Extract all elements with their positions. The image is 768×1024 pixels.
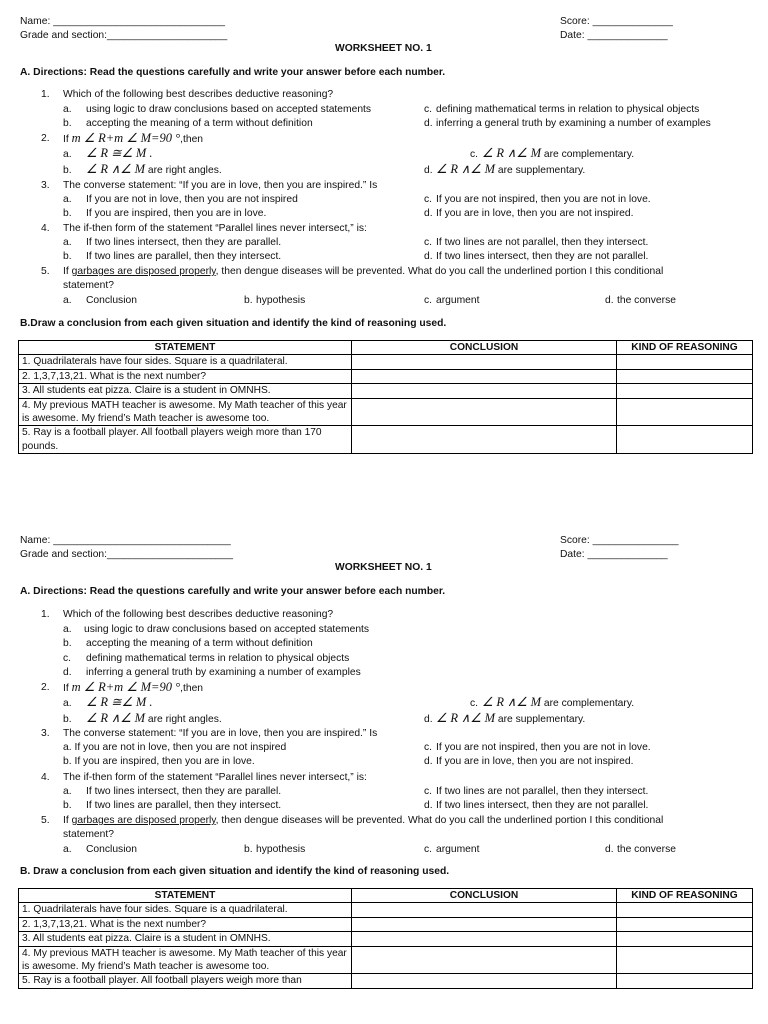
reasoning-cell[interactable] <box>617 398 753 426</box>
q4-option-b: If two lines are parallel, then they intersect. <box>86 251 282 262</box>
option-letter: c. <box>424 237 433 248</box>
question-4-text: The if-then form of the statement “Parallel lines never intersect,” is: <box>63 772 367 783</box>
q4-option-a: If two lines intersect, then they are parallel. <box>86 786 282 797</box>
question-5-line2: statement? <box>63 280 114 291</box>
q1-option-b: accepting the meaning of a term without definition <box>86 638 313 649</box>
q5-underlined-hypothesis: garbages are disposed properly <box>71 815 216 826</box>
q4-option-b: If two lines are parallel, then they intersect. <box>86 800 282 811</box>
worksheet-title: WORKSHEET NO. 1 <box>335 43 432 54</box>
reasoning-table <box>18 888 753 989</box>
q3-option-d: If you are in love, then you are not inspired. <box>436 756 634 767</box>
name-field-label[interactable]: Name: ______________________________ <box>20 16 225 27</box>
question-1-text: Which of the following best describes deductive reasoning? <box>63 89 334 100</box>
date-field-label[interactable]: Date: ______________ <box>560 30 668 41</box>
q5-option-d: the converse <box>617 844 676 855</box>
option-letter: b. <box>63 118 72 129</box>
q2-suffix: ,then <box>180 134 204 145</box>
table-row <box>19 398 753 426</box>
option-letter: a. <box>63 698 72 709</box>
q2-b-expression: ∠ R ∧∠ M <box>86 711 145 725</box>
option-letter: c. <box>424 742 433 753</box>
option-letter: c. <box>470 149 479 160</box>
header-conclusion: CONCLUSION <box>352 341 617 355</box>
conclusion-cell[interactable] <box>352 917 617 931</box>
question-5-line2: statement? <box>63 829 114 840</box>
grade-section-field-label[interactable]: Grade and section:______________________ <box>20 549 233 560</box>
option-letter: a. <box>63 149 72 160</box>
conclusion-cell[interactable] <box>352 932 617 946</box>
statement-cell: 1. Quadrilaterals have four sides. Square is a quadrilateral. <box>19 903 352 917</box>
q5-rest: , then dengue diseases will be prevented. What do you call the underlined portion I this conditional <box>215 266 664 277</box>
q1-option-d: inferring a general truth by examining a number of examples <box>86 667 361 678</box>
reasoning-cell[interactable] <box>617 917 753 931</box>
q1-option-a: using logic to draw conclusions based on accepted statements <box>86 104 372 115</box>
option-letter: a. <box>63 786 72 797</box>
option-letter: a. <box>63 295 72 306</box>
question-2-text <box>63 132 203 146</box>
date-field-label[interactable]: Date: ______________ <box>560 549 668 560</box>
q3-option-b: If you are inspired, then you are in love. <box>86 208 267 219</box>
option-letter: d. <box>605 295 614 306</box>
statement-cell: 3. All students eat pizza. Claire is a student in OMNHS. <box>19 384 352 398</box>
q2-c-text: are complementary. <box>543 149 635 160</box>
question-number: 5. <box>41 815 50 826</box>
option-letter: b. <box>63 756 72 767</box>
q2-b-text: are right angles. <box>147 714 222 725</box>
q4-option-d: If two lines intersect, then they are not parallel. <box>436 251 649 262</box>
name-field-label[interactable]: Name: _______________________________ <box>20 535 231 546</box>
option-letter: b. <box>63 208 72 219</box>
part-a-directions: A. Directions: Read the questions carefully and write your answer before each number. <box>20 586 446 597</box>
q2-expression: m ∠ R+m ∠ M=90 ° <box>71 131 181 145</box>
question-number: 5. <box>41 266 50 277</box>
option-letter: d. <box>424 800 433 811</box>
q5-option-c: argument <box>436 844 480 855</box>
option-letter: b. <box>63 251 72 262</box>
q2-option-c <box>482 696 634 710</box>
statement-cell: 5. Ray is a football player. All football players weigh more than 170 pounds. <box>19 426 352 454</box>
q3-option-a-text: If you are not in love, then you are not inspired <box>74 742 287 753</box>
q2-option-a: ∠ R ≅∠ M . <box>86 695 153 709</box>
q5-rest: , then dengue diseases will be prevented. What do you call the underlined portion I this conditional <box>215 815 664 826</box>
q2-option-d <box>436 163 585 177</box>
statement-cell: 4. My previous MATH teacher is awesome. My Math teacher of this year is awesome. My friend’s Math teacher is awesome too. <box>19 946 352 974</box>
question-5-text <box>63 265 663 278</box>
reasoning-cell[interactable] <box>617 932 753 946</box>
q5-option-a: Conclusion <box>86 295 137 306</box>
part-b-directions: B.Draw a conclusion from each given situation and identify the kind of reasoning used. <box>20 318 447 329</box>
question-number: 3. <box>41 180 50 191</box>
q5-lead: If <box>63 266 69 277</box>
option-letter: c. <box>424 194 433 205</box>
q5-underlined-hypothesis: garbages are disposed properly <box>71 266 216 277</box>
q2-d-expression: ∠ R ∧∠ M <box>436 162 495 176</box>
q3-option-b-text: If you are inspired, then you are in love. <box>74 756 255 767</box>
reasoning-cell[interactable] <box>617 946 753 974</box>
conclusion-cell[interactable] <box>352 974 617 988</box>
table-row <box>19 384 753 398</box>
table-row <box>19 917 753 931</box>
option-letter: b. <box>63 638 72 649</box>
conclusion-cell[interactable] <box>352 903 617 917</box>
conclusion-cell[interactable] <box>352 355 617 369</box>
option-letter: d. <box>63 667 72 678</box>
conclusion-cell[interactable] <box>352 369 617 383</box>
question-number: 2. <box>41 682 50 693</box>
q5-option-a: Conclusion <box>86 844 137 855</box>
table-row <box>19 369 753 383</box>
reasoning-table <box>18 340 753 454</box>
part-b-directions: B. Draw a conclusion from each given situation and identify the kind of reasoning used. <box>20 866 450 877</box>
question-number: 1. <box>41 89 50 100</box>
q2-expression: m ∠ R+m ∠ M=90 ° <box>71 680 181 694</box>
table-row <box>19 355 753 369</box>
q2-d-text: are supplementary. <box>497 165 586 176</box>
statement-cell: 5. Ray is a football player. All football players weigh more than <box>19 974 352 988</box>
statement-cell: 3. All students eat pizza. Claire is a student in OMNHS. <box>19 932 352 946</box>
q4-option-c: If two lines are not parallel, then they intersect. <box>436 237 649 248</box>
reasoning-cell[interactable] <box>617 355 753 369</box>
q2-d-expression: ∠ R ∧∠ M <box>436 711 495 725</box>
option-letter: d. <box>424 251 433 262</box>
q2-d-text: are supplementary. <box>497 714 586 725</box>
option-letter: c. <box>424 295 433 306</box>
q1-option-d: inferring a general truth by examining a number of examples <box>436 118 711 129</box>
option-letter: d. <box>424 165 433 176</box>
q5-lead: If <box>63 815 69 826</box>
option-letter: a. <box>63 844 72 855</box>
q1-option-a: using logic to draw conclusions based on accepted statements <box>84 624 370 635</box>
conclusion-cell[interactable] <box>352 398 617 426</box>
q2-option-c <box>482 147 634 161</box>
question-number: 4. <box>41 223 50 234</box>
grade-section-field-label[interactable]: Grade and section:_____________________ <box>20 30 228 41</box>
option-letter: a. <box>63 742 72 753</box>
score-field-label[interactable]: Score: ______________ <box>560 16 673 27</box>
conclusion-cell[interactable] <box>352 426 617 454</box>
q3-option-a: If you are not in love, then you are not inspired <box>86 194 298 205</box>
q4-option-d: If two lines intersect, then they are not parallel. <box>436 800 649 811</box>
q2-option-a: ∠ R ≅∠ M . <box>86 146 153 160</box>
statement-cell: 1. Quadrilaterals have four sides. Square is a quadrilateral. <box>19 355 352 369</box>
table-row <box>19 946 753 974</box>
q2-prefix: If <box>63 683 69 694</box>
option-letter: a. <box>63 624 72 635</box>
option-letter: c. <box>424 104 433 115</box>
option-letter: c. <box>470 698 479 709</box>
question-2-text <box>63 681 203 695</box>
q1-option-c: defining mathematical terms in relation to physical objects <box>86 653 350 664</box>
q5-option-c: argument <box>436 295 480 306</box>
reasoning-cell[interactable] <box>617 426 753 454</box>
option-letter: b. <box>244 295 253 306</box>
statement-cell: 2. 1,3,7,13,21. What is the next number? <box>19 369 352 383</box>
q5-option-b: hypothesis <box>256 844 306 855</box>
part-a-directions: A. Directions: Read the questions carefully and write your answer before each number. <box>20 67 446 78</box>
table-row <box>19 426 753 454</box>
conclusion-cell[interactable] <box>352 384 617 398</box>
option-letter: c. <box>63 653 72 664</box>
q1-option-b: accepting the meaning of a term without definition <box>86 118 313 129</box>
option-letter: d. <box>424 714 433 725</box>
option-letter: a. <box>63 104 72 115</box>
q3-option-a <box>63 741 286 754</box>
header-kind-of-reasoning: KIND OF REASONING <box>617 889 753 903</box>
q5-option-d: the converse <box>617 295 676 306</box>
q3-option-d: If you are in love, then you are not inspired. <box>436 208 634 219</box>
score-field-label[interactable]: Score: _______________ <box>560 535 679 546</box>
option-letter: d. <box>424 208 433 219</box>
option-letter: b. <box>63 800 72 811</box>
question-4-text: The if-then form of the statement “Parallel lines never intersect,” is: <box>63 223 367 234</box>
reasoning-cell[interactable] <box>617 369 753 383</box>
header-statement: STATEMENT <box>19 341 352 355</box>
option-letter: d. <box>424 118 433 129</box>
option-letter: a. <box>63 237 72 248</box>
q2-prefix: If <box>63 134 69 145</box>
q2-c-text: are complementary. <box>543 698 635 709</box>
q2-option-d <box>436 712 585 726</box>
option-letter: d. <box>605 844 614 855</box>
reasoning-cell[interactable] <box>617 384 753 398</box>
question-1-text: Which of the following best describes deductive reasoning? <box>63 609 334 620</box>
question-number: 3. <box>41 728 50 739</box>
question-5-text <box>63 814 663 827</box>
q2-c-expression: ∠ R ∧∠ M <box>482 695 541 709</box>
option-letter: c. <box>424 844 433 855</box>
q3-option-c: If you are not inspired, then you are not in love. <box>436 742 651 753</box>
q5-option-b: hypothesis <box>256 295 306 306</box>
q2-b-text: are right angles. <box>147 165 222 176</box>
option-letter: c. <box>424 786 433 797</box>
worksheet-title: WORKSHEET NO. 1 <box>335 562 432 573</box>
question-number: 4. <box>41 772 50 783</box>
question-3-text: The converse statement: “If you are in love, then you are inspired.” Is <box>63 180 378 191</box>
statement-cell: 2. 1,3,7,13,21. What is the next number? <box>19 917 352 931</box>
option-letter: b. <box>63 165 72 176</box>
table-row <box>19 974 753 988</box>
table-row <box>19 932 753 946</box>
q2-c-expression: ∠ R ∧∠ M <box>482 146 541 160</box>
header-statement: STATEMENT <box>19 889 352 903</box>
q2-suffix: ,then <box>180 683 204 694</box>
option-letter: d. <box>424 756 433 767</box>
question-3-text: The converse statement: “If you are in love, then you are inspired.” Is <box>63 728 378 739</box>
question-number: 2. <box>41 133 50 144</box>
q3-option-c: If you are not inspired, then you are not in love. <box>436 194 651 205</box>
reasoning-cell[interactable] <box>617 903 753 917</box>
option-letter: a. <box>63 194 72 205</box>
header-conclusion: CONCLUSION <box>352 889 617 903</box>
option-letter: b. <box>244 844 253 855</box>
conclusion-cell[interactable] <box>352 946 617 974</box>
q2-option-b <box>86 712 222 726</box>
q2-b-expression: ∠ R ∧∠ M <box>86 162 145 176</box>
question-number: 1. <box>41 609 50 620</box>
reasoning-cell[interactable] <box>617 974 753 988</box>
option-letter: b. <box>63 714 72 725</box>
table-row <box>19 903 753 917</box>
q4-option-a: If two lines intersect, then they are parallel. <box>86 237 282 248</box>
q4-option-c: If two lines are not parallel, then they intersect. <box>436 786 649 797</box>
q2-option-b <box>86 163 222 177</box>
q3-option-b <box>63 755 255 768</box>
q1-option-c: defining mathematical terms in relation to physical objects <box>436 104 700 115</box>
header-kind-of-reasoning: KIND OF REASONING <box>617 341 753 355</box>
statement-cell: 4. My previous MATH teacher is awesome. My Math teacher of this year is awesome. My friend’s Math teacher is awesome too. <box>19 398 352 426</box>
